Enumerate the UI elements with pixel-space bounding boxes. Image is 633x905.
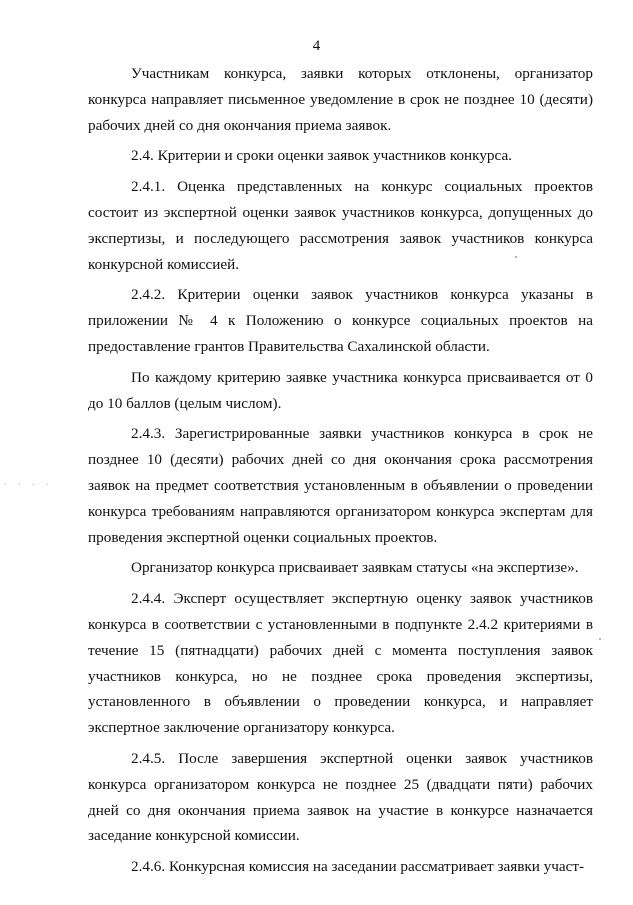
paragraph-2-4-3: 2.4.3. Зарегистрированные заявки участников конкурса в срок не позднее 10 (десяти) рабочих дней со дня окончания срока рассмотрения заявок на предмет соответствия установленным в объявлении о проведении конкурса требованиям направляются организатором конкурса экспертам для проведения экспертной оценки социальных проектов. [88,425,593,546]
paragraph-2-4-1: 2.4.1. Оценка представленных на конкурс социальных проектов состоит из экспертной оценки заявок участников конкурса, допущенных до экспертизы, и последующего рассмотрения заявок участников конкурса конкурсной комиссией. [88,178,593,273]
paragraph-2-4-4: 2.4.4. Эксперт осуществляет экспертную оценку заявок участников конкурса в соответствии с установленными в подпункте 2.4.2 критериями в течение 15 (пятнадцати) рабочих дней с момента поступления заявок участников конкурса, но не позднее срока проведения экспертизы, установленного в объявлении о проведении конкурса, и направляет экспертное заключение организатору конкурса. [88,590,593,737]
scan-speck [599,638,601,640]
paragraph-section-2-4: 2.4. Критерии и сроки оценки заявок участников конкурса. [131,147,512,165]
paragraph-scoring: По каждому критерию заявке участника конкурса присваивается от 0 до 10 баллов (целым числом). [88,368,593,412]
page-number: 4 [312,38,321,54]
paragraph-2-4-5: 2.4.5. После завершения экспертной оценки заявок участников конкурса организатором конкурса не позднее 25 (двадцати пяти) рабочих дней со дня окончания приема заявок на участие в конкурсе назначается заседание конкурсной комиссии. [88,749,593,845]
paragraph-rejection-notice: Участникам конкурса, заявки которых отклонены, организатор конкурса направляет письменное уведомление в срок не позднее 10 (десяти) рабочих дней со дня окончания приема заявок. [88,65,593,134]
paragraph-expertise-status: Организатор конкурса присваивает заявкам статусы «на экспертизе». [131,559,579,577]
paragraph-2-4-6: 2.4.6. Конкурсная комиссия на заседании рассматривает заявки участ- [131,858,585,876]
document-body [88,61,593,880]
paragraph-2-4-2: 2.4.2. Критерии оценки заявок участников конкурса указаны в приложении № 4 к Положению о конкурсе социальных проектов на предоставление грантов Правительства Сахалинской области. [88,286,593,355]
margin-scan-marks: · · · · [4,480,53,491]
